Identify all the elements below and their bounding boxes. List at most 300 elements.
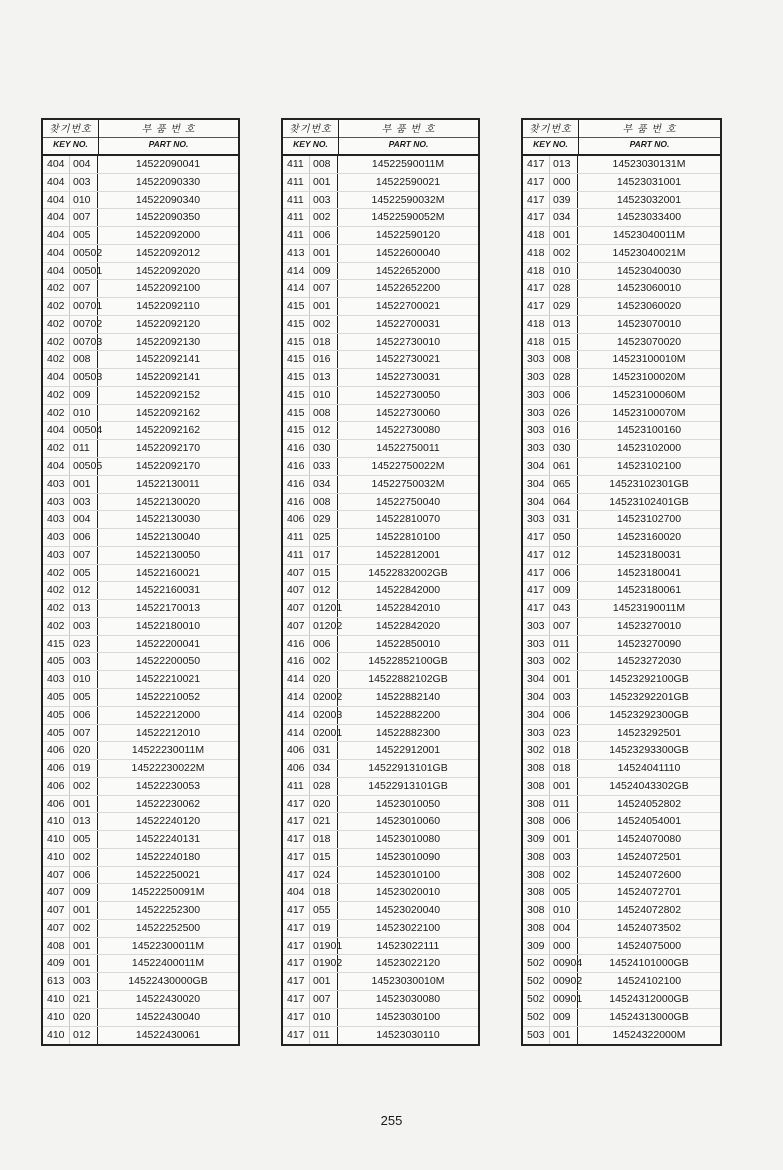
key-no-group: 416 [283,636,310,653]
part-number: 14522090330 [135,175,201,188]
table-row [283,884,478,902]
part-number: 14522842000 [375,584,441,597]
table-row [43,547,238,565]
table-row [43,867,238,885]
key-no-group: 414 [283,671,310,688]
table-row [43,707,238,725]
part-number: 14524041110 [617,762,681,775]
key-no-item: 003 [70,653,98,670]
key-no-group: 417 [523,174,550,191]
table-row [283,955,478,973]
key-no-item: 01901 [310,938,338,955]
part-number: 14522842020 [375,619,441,632]
part-number: 14522092130 [135,335,201,348]
part-number: 14523030100 [375,1010,441,1023]
part-number: 14522240131 [135,833,201,846]
part-number: 14524322000M [612,1028,686,1041]
key-no-item: 005 [550,884,578,901]
table-row [283,174,478,192]
part-number: 14524043302GB [609,779,689,792]
key-no-group: 415 [283,351,310,368]
key-no-group: 414 [283,263,310,280]
key-no-group: 405 [43,707,70,724]
table-row [523,280,720,298]
key-no-group: 304 [523,671,550,688]
table-row [523,600,720,618]
table-row [523,316,720,334]
key-no-item: 002 [70,920,98,937]
part-number: 14522730021 [375,353,441,366]
table-row [43,849,238,867]
part-number: 14522430040 [135,1010,201,1023]
key-no-group: 407 [283,618,310,635]
key-no-item: 019 [70,760,98,777]
part-number: 14523102700 [616,513,682,526]
part-no-header [579,120,720,154]
part-number: 14523010060 [375,815,441,828]
part-number: 14522092162 [135,406,201,419]
key-no-item: 02001 [310,725,338,742]
part-number: 14523100070M [612,406,686,419]
key-no-group: 417 [523,280,550,297]
table-row [523,209,720,227]
key-no-header-en: KEY NO. [283,137,338,151]
part-number: 14524072501 [616,850,682,863]
table-row [43,440,238,458]
key-no-group: 404 [43,263,70,280]
key-no-item: 003 [310,192,338,209]
table-row [283,192,478,210]
part-number: 14522212000 [135,708,201,721]
part-no-header [99,120,238,154]
key-no-group: 304 [523,494,550,511]
key-no-group: 408 [43,938,70,955]
key-no-item: 004 [550,920,578,937]
key-no-item: 005 [70,227,98,244]
key-no-group: 417 [283,991,310,1008]
table-row [43,227,238,245]
key-no-header-en: KEY NO. [523,137,578,151]
key-no-group: 402 [43,280,70,297]
key-no-group: 411 [283,778,310,795]
part-number: 14523030110 [376,1028,440,1041]
part-number: 14523292100GB [609,673,689,686]
part-number: 14522092170 [135,442,201,455]
key-no-item: 030 [310,440,338,457]
key-no-group: 308 [523,867,550,884]
part-number: 14522750040 [375,495,441,508]
key-no-group: 418 [523,245,550,262]
table-row [43,778,238,796]
table-row [523,156,720,174]
table-row [43,280,238,298]
key-no-group: 403 [43,476,70,493]
part-number: 14522180010 [135,619,201,632]
table-row [523,582,720,600]
table-row [43,334,238,352]
key-no-group: 613 [43,973,70,990]
key-no-group: 402 [43,440,70,457]
part-number: 14522730060 [375,406,441,419]
table-row [43,316,238,334]
key-no-item: 007 [70,209,98,226]
key-no-group: 415 [283,298,310,315]
key-no-group: 417 [523,529,550,546]
table-row [43,1027,238,1045]
table-row [523,707,720,725]
key-no-group: 303 [523,369,550,386]
key-no-item: 003 [550,849,578,866]
key-no-item: 00904 [550,955,578,972]
part-number: 14522092170 [135,460,201,473]
key-no-item: 007 [310,280,338,297]
key-no-item: 009 [550,582,578,599]
table-row [283,316,478,334]
part-number: 14522230022M [131,762,205,775]
key-no-group: 411 [283,174,310,191]
table-row [523,227,720,245]
key-no-item: 028 [550,280,578,297]
key-no-item: 01902 [310,955,338,972]
key-no-group: 404 [43,458,70,475]
key-no-item: 064 [550,494,578,511]
key-no-item: 023 [70,636,98,653]
part-number: 14522130030 [135,513,201,526]
key-no-group: 404 [43,156,70,173]
table-row [523,511,720,529]
key-no-item: 008 [70,351,98,368]
key-no-item: 001 [550,778,578,795]
part-number: 14523033400 [616,211,682,224]
key-no-item: 016 [550,422,578,439]
key-no-group: 417 [283,1027,310,1045]
table-row [283,796,478,814]
part-number: 14522252500 [135,921,201,934]
part-number: 14523070010 [616,317,682,330]
part-number: 14524101000GB [609,957,689,970]
table-row [523,387,720,405]
key-no-item: 001 [550,831,578,848]
key-no-group: 417 [283,973,310,990]
table-row [523,476,720,494]
table-row [523,245,720,263]
key-no-item: 002 [550,245,578,262]
part-number: 14522230062 [135,797,201,810]
key-no-group: 407 [283,600,310,617]
key-no-group: 308 [523,778,550,795]
key-no-item: 00702 [70,316,98,333]
key-no-group: 402 [43,582,70,599]
table-row [43,636,238,654]
key-no-item: 006 [70,867,98,884]
key-no-group: 415 [283,316,310,333]
key-no-group: 410 [43,813,70,830]
key-no-item: 011 [70,440,98,457]
part-number: 14522590011M [371,158,445,170]
key-no-item: 002 [310,653,338,670]
key-no-item: 055 [310,902,338,919]
key-no-item: 001 [310,245,338,262]
table-row [43,796,238,814]
key-no-group: 403 [43,529,70,546]
table-row [283,476,478,494]
key-no-group: 402 [43,387,70,404]
key-no-item: 013 [70,813,98,830]
key-no-item: 001 [550,1027,578,1045]
table-row [43,494,238,512]
table-row [43,458,238,476]
part-number: 14522210021 [135,673,201,686]
table-header [523,120,720,156]
part-number: 14523293300GB [609,744,689,757]
table-row [283,263,478,281]
table-row [523,494,720,512]
key-no-group: 414 [283,707,310,724]
table-row [43,1009,238,1027]
table-row [283,547,478,565]
key-no-item: 01202 [310,618,338,635]
key-no-group: 417 [523,192,550,209]
part-number: 14523030131M [612,158,686,170]
part-number: 14522240120 [135,815,201,828]
part-number: 14524054001 [616,815,682,828]
key-no-item: 010 [70,671,98,688]
key-no-item: 004 [70,156,98,173]
key-no-item: 019 [310,920,338,937]
part-number: 14522590021 [375,175,441,188]
part-number: 14522852100GB [368,655,448,668]
table-row [43,973,238,991]
part-number: 14522092162 [135,424,201,437]
key-no-group: 415 [43,636,70,653]
key-no-item: 028 [310,778,338,795]
table-row [283,778,478,796]
table-row [523,955,720,973]
key-no-item: 013 [70,600,98,617]
part-number: 14523292201GB [609,690,689,703]
key-no-group: 407 [43,867,70,884]
part-no-header-en: PART NO. [99,137,238,151]
key-no-item: 00502 [70,245,98,262]
part-number: 14522882102GB [368,673,448,686]
table-row [43,422,238,440]
part-number: 14524102100 [616,975,682,988]
table-row [283,725,478,743]
table-row [523,369,720,387]
key-no-group: 411 [283,227,310,244]
table-row [523,351,720,369]
key-no-item: 00701 [70,298,98,315]
key-no-header [523,120,579,154]
table-row [283,387,478,405]
key-no-item: 010 [70,405,98,422]
key-no-item: 006 [70,707,98,724]
table-row [43,369,238,387]
key-no-group: 417 [283,938,310,955]
key-no-item: 002 [70,778,98,795]
key-no-group: 407 [43,902,70,919]
table-row [523,529,720,547]
key-no-group: 411 [283,529,310,546]
key-no-item: 015 [310,849,338,866]
part-number: 14524072600 [616,868,682,881]
part-number: 14522882200 [375,708,441,721]
table-row [523,565,720,583]
key-no-item: 018 [310,334,338,351]
part-number: 14522730010 [375,335,441,348]
table-row [523,1027,720,1045]
table-row [283,369,478,387]
part-number: 14523070020 [616,335,682,348]
key-no-group: 417 [283,920,310,937]
key-no-group: 416 [283,458,310,475]
key-no-group: 411 [283,547,310,564]
part-number: 14523032001 [616,193,682,206]
key-no-item: 050 [550,529,578,546]
part-no-header-en: PART NO. [339,137,478,151]
key-no-item: 00504 [70,422,98,439]
key-no-item: 006 [550,387,578,404]
key-no-group: 303 [523,440,550,457]
key-no-item: 002 [310,209,338,226]
key-no-group: 416 [283,476,310,493]
key-no-group: 417 [283,867,310,884]
part-number: 14522430061 [135,1028,201,1041]
part-number: 14523272030 [616,655,682,668]
part-number: 14522300011M [131,939,205,952]
part-number: 14522200041 [135,637,201,650]
key-no-header [43,120,99,154]
table-row [43,263,238,281]
key-no-item: 012 [70,582,98,599]
key-no-group: 303 [523,636,550,653]
key-no-item: 018 [550,760,578,777]
key-no-group: 403 [43,671,70,688]
page-number: 255 [380,1113,403,1128]
key-no-group: 416 [283,494,310,511]
table-row [283,849,478,867]
table-row [43,511,238,529]
part-number: 14522092141 [135,371,201,384]
table-row [523,831,720,849]
part-number: 14522092141 [135,353,201,366]
key-no-group: 415 [283,422,310,439]
key-no-item: 006 [310,227,338,244]
table-row [43,405,238,423]
key-no-group: 406 [43,778,70,795]
key-no-group: 402 [43,405,70,422]
table-row [523,298,720,316]
part-number: 14522700021 [375,300,441,313]
table-row [283,405,478,423]
part-number: 14522130020 [135,495,201,508]
part-number: 14524073502 [616,921,682,934]
key-no-item: 006 [70,529,98,546]
part-number: 14522750011 [376,442,440,455]
key-no-item: 001 [310,174,338,191]
table-row [43,565,238,583]
part-number: 14522090350 [135,211,201,224]
key-no-item: 012 [70,1027,98,1045]
key-no-group: 404 [43,422,70,439]
key-no-item: 00901 [550,991,578,1008]
key-no-group: 405 [43,653,70,670]
part-number: 14522092000 [135,229,201,242]
table-row [43,938,238,956]
part-number: 14522850010 [375,637,441,650]
key-no-group: 406 [283,511,310,528]
key-no-group: 402 [43,618,70,635]
part-number: 14523010080 [375,833,441,846]
part-number: 14522652000 [375,264,441,277]
key-no-group: 308 [523,760,550,777]
key-no-item: 007 [70,547,98,564]
key-no-item: 001 [70,902,98,919]
key-no-group: 417 [283,1009,310,1026]
part-number: 14522810070 [375,513,441,526]
key-no-item: 003 [550,689,578,706]
table-row [43,476,238,494]
key-no-group: 415 [283,369,310,386]
key-no-item: 009 [550,1009,578,1026]
table-row [283,813,478,831]
part-number: 14522230053 [135,779,201,792]
part-number: 14524072701 [616,886,682,899]
table-row [43,192,238,210]
key-no-group: 417 [523,547,550,564]
key-no-group: 502 [523,1009,550,1026]
key-no-group: 308 [523,920,550,937]
key-no-group: 407 [43,884,70,901]
key-no-item: 001 [70,955,98,972]
key-no-item: 033 [310,458,338,475]
key-no-group: 417 [523,209,550,226]
key-no-item: 034 [550,209,578,226]
key-no-item: 018 [550,742,578,759]
part-number: 14522590120 [375,229,441,242]
key-no-group: 303 [523,405,550,422]
table-row [43,689,238,707]
part-number: 14523030010M [371,975,445,988]
key-no-group: 413 [283,245,310,262]
key-no-group: 502 [523,973,550,990]
part-number: 14523102301GB [609,477,689,490]
table-row [523,405,720,423]
table-row [523,867,720,885]
key-no-item: 011 [550,636,578,653]
key-no-group: 415 [283,405,310,422]
key-no-group: 304 [523,707,550,724]
table-row [283,600,478,618]
part-number: 14522600040 [375,246,441,259]
table-row [523,671,720,689]
table-row [43,529,238,547]
key-no-header-en: KEY NO. [43,137,98,151]
part-number: 14522590052M [371,211,445,224]
key-no-item: 020 [310,796,338,813]
table-row [43,209,238,227]
key-no-group: 418 [523,227,550,244]
table-row [283,529,478,547]
key-no-group: 402 [43,351,70,368]
key-no-group: 417 [283,902,310,919]
table-row [523,849,720,867]
part-number: 14523180041 [616,566,682,579]
part-number: 14522750022M [371,460,445,473]
part-number: 14522832002GB [368,566,448,579]
key-no-item: 020 [310,671,338,688]
part-number: 14522882300 [375,726,441,739]
